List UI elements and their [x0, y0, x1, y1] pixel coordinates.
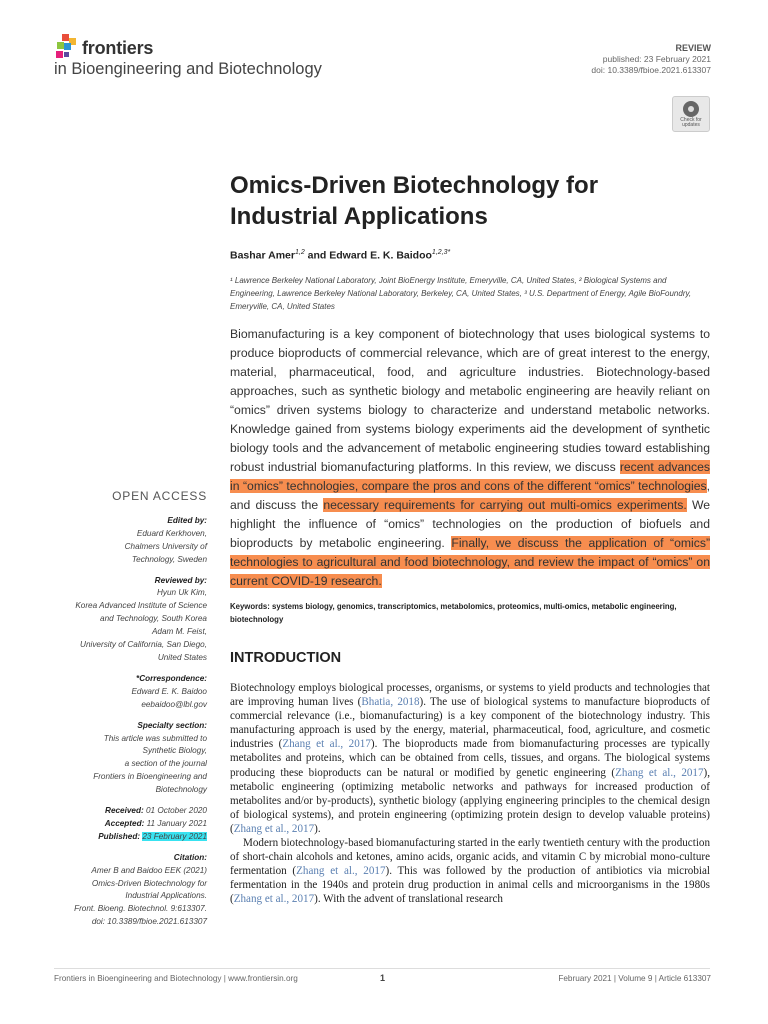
- citation-line: Amer B and Baidoo EEK (2021): [91, 865, 207, 875]
- author-2[interactable]: Edward E. K. Baidoo: [329, 249, 432, 262]
- brand-name: frontiers: [82, 38, 154, 58]
- authors: [230, 249, 450, 262]
- editor-line: Technology, Sweden: [131, 554, 207, 564]
- editor-line: Chalmers University of: [124, 541, 207, 551]
- received-date: [17, 805, 207, 818]
- affiliations: ¹ Lawrence Berkeley National Laboratory, Joint BioEnergy Institute, Emeryville, CA, United States, ² Biological Systems and Engineering, Lawrence Berkeley National Laboratory, Berkeley, CA, United States, ³ U.S. Department of Energy, Agile BioFoundry, Emeryville, CA, United States: [230, 276, 692, 311]
- specialty-line: Synthetic Biology,: [142, 746, 207, 756]
- abstract-highlight-1: recent advances in “omics” technologies, compare the pros and cons of the different “omics” technologies: [230, 460, 710, 493]
- reviewer-line: United States: [157, 652, 207, 662]
- citation-line: Front. Bioeng. Biotechnol. 9:613307.: [74, 904, 207, 914]
- specialty-label: Specialty section:: [137, 720, 207, 730]
- text-run: Biotechnology employs biological processes, organisms, or systems to yield products and technologies that are improving human lives (: [230, 682, 710, 709]
- reviewed-by-label: Reviewed by:: [154, 575, 207, 585]
- check-for-updates-button[interactable]: [672, 96, 710, 132]
- body-text: [230, 681, 710, 907]
- author-1-affil: 1,2: [294, 249, 305, 256]
- published-date: published: 23 February 2021: [602, 54, 711, 64]
- paragraph: [230, 836, 710, 906]
- received-value: 01 October 2020: [143, 806, 207, 816]
- article-meta: [591, 43, 711, 76]
- reviewer-line: Adam M. Feist,: [151, 627, 207, 637]
- specialty-line: Frontiers in Bioengineering and: [93, 772, 207, 782]
- article-sidebar: [17, 490, 207, 929]
- abstract: [230, 325, 710, 591]
- text-run: ). This was followed by the production of antibiotics via microbial fermentation in the 1940s and protein drug production in animal cells and microorganisms in the 1980s (: [230, 865, 710, 906]
- doi[interactable]: doi: 10.3389/fbioe.2021.613307: [591, 65, 711, 75]
- abstract-highlight-2: necessary requirements for carrying out multi-omics experiments.: [323, 498, 687, 512]
- citation-link[interactable]: Zhang et al., 2017: [233, 893, 315, 906]
- footer-divider: [54, 968, 710, 969]
- reviewer-line: University of California, San Diego,: [80, 640, 207, 650]
- page-number: 1: [380, 973, 386, 983]
- section-heading-introduction: INTRODUCTION: [230, 650, 342, 666]
- citation-line: Industrial Applications.: [125, 891, 207, 901]
- footer-issue: February 2021 | Volume 9 | Article 613307: [558, 974, 711, 983]
- editor-line: Eduard Kerkhoven,: [136, 528, 207, 538]
- correspondence-name: Edward E. K. Baidoo: [131, 686, 207, 696]
- corresponding-star: *: [447, 249, 451, 256]
- abstract-text-3: We highlight the influence of “omics” technologies on the production of biofuels and bioproducts by metabolic engineering.: [230, 498, 711, 550]
- author-2-affil: 1,2,3: [431, 249, 448, 256]
- specialty-line: a section of the journal: [124, 759, 207, 769]
- check-label-1: Check for: [680, 117, 702, 123]
- article-type: REVIEW: [675, 43, 711, 53]
- citation-line[interactable]: doi: 10.3389/fbioe.2021.613307: [91, 917, 207, 927]
- published-label: Published:: [98, 831, 141, 841]
- abstract-text-2: , and discuss the: [230, 479, 710, 512]
- author-1[interactable]: Bashar Amer: [230, 249, 295, 262]
- accepted-label: Accepted:: [104, 818, 145, 828]
- text-run: Modern biotechnology-based biomanufacturing started in the early twentieth century with the production of short-chain alcohols and ketones, amino acids, organic acids, and vitamin C by microbial mono-culture fermentation (: [230, 837, 710, 878]
- text-run: ). The use of biological systems to manufacture bioproducts of commercial relevance (i.e., biomanufacturing) is a key component of the biotechnology industry. This manufacturing approach is used by the energy, material, pharmaceutical, food, agriculture, and cosmetic industries (: [230, 696, 710, 751]
- check-updates-icon: [683, 101, 699, 117]
- paragraph: [230, 681, 710, 836]
- journal-name: in Bioengineering and Biotechnology: [54, 60, 322, 78]
- footer-journal[interactable]: Frontiers in Bioengineering and Biotechnology | www.frontiersin.org: [54, 974, 298, 983]
- text-run: ), metabolic engineering (optimizing metabolic networks and pathways for increased production of metabolites and/or by-products), synthetic biology (applying engineering principles to the chemical design of biological systems), and protein engineering (optimizing protein design to develop valuable proteins) (: [230, 766, 710, 835]
- abstract-highlight-3: Finally, we discuss the application of “omics” technologies to agricultural and food biotechnology, and review the impact of “omics” on current COVID-19 research.: [230, 536, 711, 588]
- citation-link[interactable]: Bhatia, 2018: [361, 696, 420, 709]
- accepted-date: [17, 818, 207, 831]
- text-run: ).: [314, 822, 321, 835]
- correspondence-email[interactable]: eebaidoo@lbl.gov: [141, 699, 207, 709]
- citation-link[interactable]: Zhang et al., 2017: [296, 865, 386, 878]
- text-run: ). With the advent of translational research: [314, 893, 503, 906]
- accepted-value: 11 January 2021: [144, 818, 207, 828]
- keywords: Keywords: systems biology, genomics, transcriptomics, metabolomics, proteomics, multi-omics, metabolic engineering, biotechnology: [230, 602, 677, 624]
- citation-link[interactable]: Zhang et al., 2017: [615, 766, 704, 779]
- citation-link[interactable]: Zhang et al., 2017: [282, 738, 371, 751]
- citation-label: Citation:: [173, 852, 207, 862]
- reviewer-line: Korea Advanced Institute of Science: [75, 601, 207, 611]
- abstract-text-1: Biomanufacturing is a key component of biotechnology that uses biological systems to produce bioproducts of commercial relevance, which are of great interest to the energy, material, pharmaceutical, food, and agriculture industries. Biotechnology-based approaches, such as synthetic biology and metabolic engineering are heavily reliant on “omics” driven systems biology to characterize and understand metabolic networks. Knowledge gained from systems biology experiments aid the development of synthetic biology tools and the advancement of metabolic engineering studies toward establishing robust industrial biomanufacturing platforms. In this review, we discuss: [230, 327, 710, 474]
- reviewer-line: and Technology, South Korea: [100, 614, 207, 624]
- received-label: Received:: [105, 806, 144, 816]
- text-run: ). The bioproducts made from biomanufacturing processes are typically metabolites and proteins, which can be obtained from cells, tissues, and organs. The biological systems producing these bioproducts can be natural or modified by genetic engineering (: [230, 738, 710, 779]
- correspondence-label: *Correspondence:: [136, 673, 207, 683]
- article-title: Omics-Driven Biotechnology for Industrial Applications: [230, 172, 599, 230]
- dates-block: [17, 805, 207, 844]
- published-value: 23 February 2021: [142, 831, 207, 841]
- citation-line: Omics-Driven Biotechnology for: [91, 878, 207, 888]
- specialty-line: Biotechnology: [155, 785, 207, 795]
- open-access-label: OPEN ACCESS: [112, 489, 207, 503]
- author-and: and: [304, 249, 330, 262]
- citation-link[interactable]: Zhang et al., 2017: [233, 822, 315, 835]
- edited-by-label: Edited by:: [167, 515, 207, 525]
- reviewer-line: Hyun Uk Kim,: [156, 588, 207, 598]
- published-date-side: [17, 831, 207, 844]
- specialty-line: This article was submitted to: [103, 733, 207, 743]
- check-label-2: updates: [682, 122, 700, 128]
